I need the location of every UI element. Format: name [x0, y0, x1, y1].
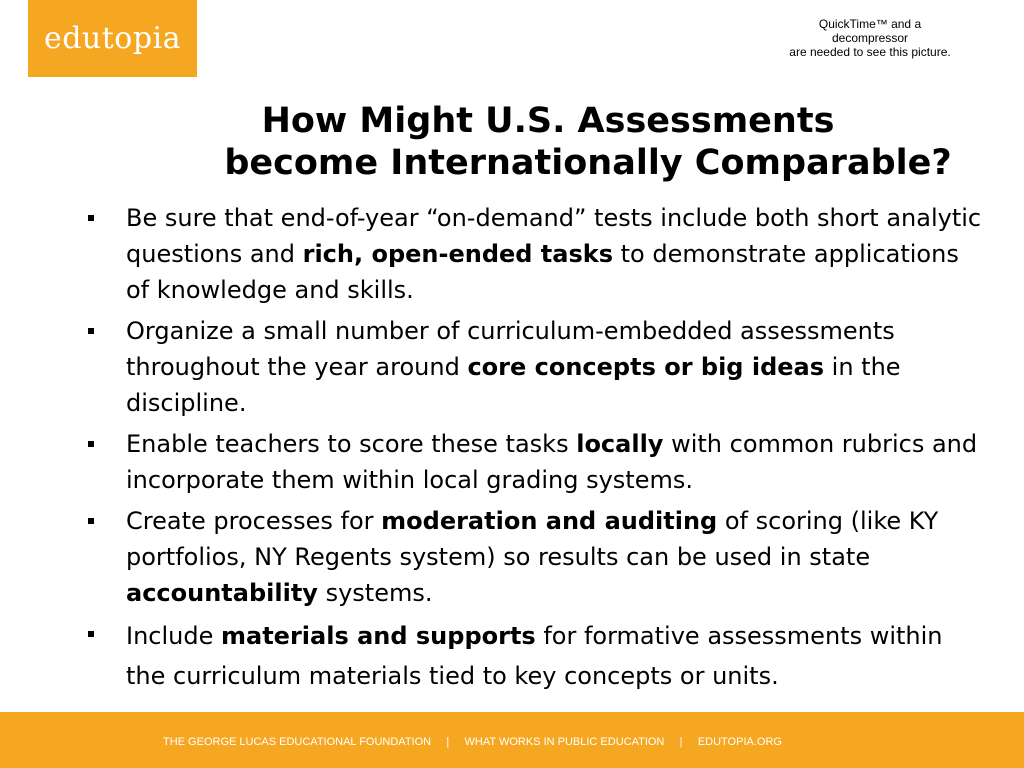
- bullet-text: to demonstrate applications of knowledge and skills.: [126, 240, 959, 304]
- footer-bar: [0, 712, 1024, 768]
- bullet-item: [88, 616, 988, 696]
- footer-foundation: THE GEORGE LUCAS EDUCATIONAL FOUNDATION: [163, 736, 432, 748]
- quicktime-placeholder: [760, 17, 980, 59]
- bullet-item: [88, 200, 988, 308]
- footer-tagline: WHAT WORKS IN PUBLIC EDUCATION: [464, 736, 665, 748]
- bullet-emphasis: locally: [576, 430, 664, 458]
- qt-notice-line: decompressor: [831, 31, 909, 45]
- bullet-item: [88, 503, 988, 611]
- bullet-text: Enable teachers to score these tasks: [126, 430, 577, 458]
- square-bullet-icon: [88, 631, 94, 637]
- bullet-emphasis: materials and supports: [221, 622, 536, 650]
- logo-wordmark: edutopia: [43, 21, 182, 56]
- bullet-emphasis: accountability: [126, 579, 318, 607]
- square-bullet-icon: [88, 518, 94, 524]
- qt-notice-line: QuickTime™ and a: [818, 17, 922, 31]
- bullet-text: Be sure that end-of-year “on-demand” tests include both short analytic questions and: [126, 204, 982, 268]
- bullet-text: of scoring (like KY portfolios, NY Regents system) so results can be used in state: [126, 507, 939, 571]
- footer-website: EDUTOPIA.ORG: [697, 736, 782, 748]
- bullet-text: Create processes for: [126, 507, 382, 535]
- bullet-list: [88, 200, 988, 701]
- bullet-item: [88, 426, 988, 498]
- bullet-emphasis: core concepts or big ideas: [467, 353, 825, 381]
- qt-notice-line: are needed to see this picture.: [789, 45, 951, 59]
- slide-title: [80, 100, 1016, 184]
- square-bullet-icon: [88, 215, 94, 221]
- bullet-text: Include: [126, 622, 221, 650]
- bullet-text: Organize a small number of curriculum-embedded assessments throughout the year around: [126, 317, 895, 381]
- bullet-text: for formative assessments within the curriculum materials tied to key concepts or units.: [126, 622, 943, 690]
- footer-separator: |: [446, 736, 450, 748]
- square-bullet-icon: [88, 441, 94, 447]
- slide-title-line: How Might U.S. Assessments: [261, 101, 835, 141]
- bullet-text: systems.: [317, 579, 433, 607]
- bullet-emphasis: moderation and auditing: [381, 507, 718, 535]
- square-bullet-icon: [88, 328, 94, 334]
- footer-separator: |: [679, 736, 683, 748]
- bullet-item: [88, 313, 988, 421]
- bullet-emphasis: rich, open-ended tasks: [302, 240, 614, 268]
- bullet-text: with common rubrics and incorporate them within local grading systems.: [126, 430, 978, 494]
- edutopia-logo: [28, 0, 197, 77]
- footer-text: [163, 736, 782, 748]
- slide-title-line: become Internationally Comparable?: [224, 143, 952, 183]
- bullet-text: in the discipline.: [126, 353, 901, 417]
